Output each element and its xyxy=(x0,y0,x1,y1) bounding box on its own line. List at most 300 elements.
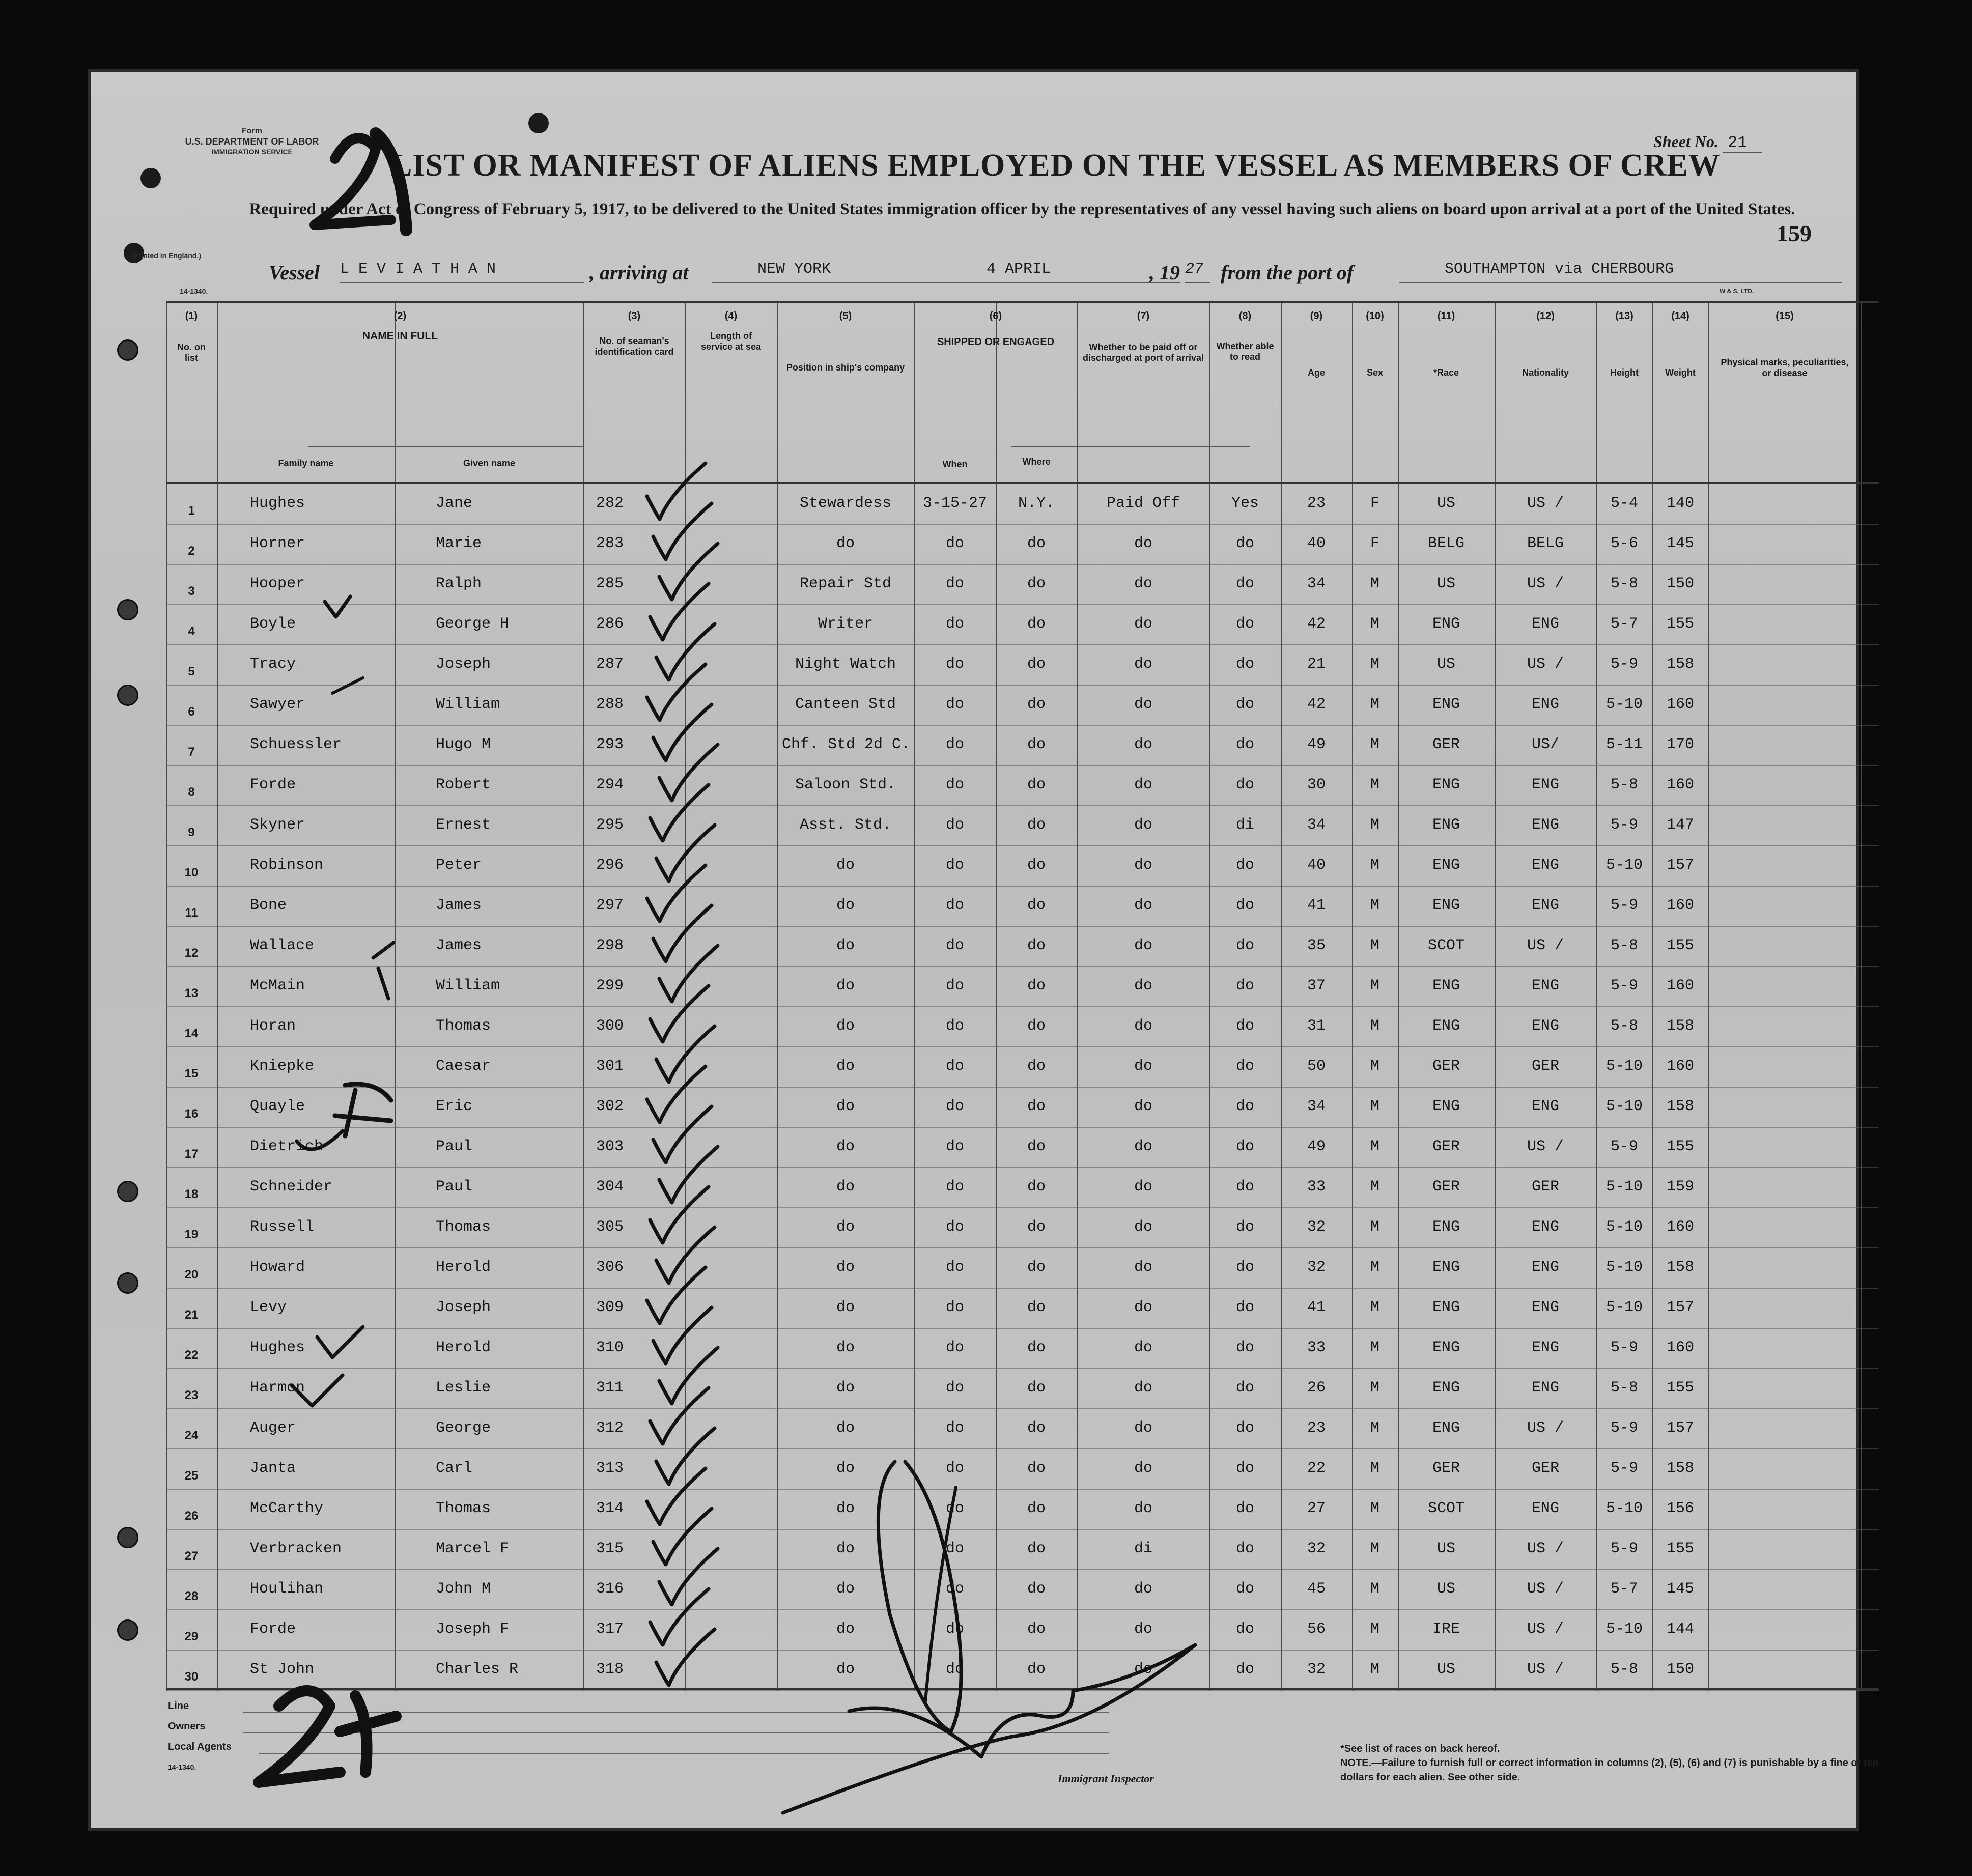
arrival-date: 4 APRIL xyxy=(941,261,1180,283)
cell-family: Verbracken xyxy=(250,1540,342,1557)
cell-when: do xyxy=(945,937,964,954)
colnum-15: (15) xyxy=(1776,310,1794,322)
cell-read: do xyxy=(1235,1661,1254,1678)
cell-card: 312 xyxy=(596,1419,624,1437)
year-prefix: , 19 xyxy=(1149,261,1180,284)
cell-height: 5-9 xyxy=(1610,897,1638,914)
cell-when: do xyxy=(945,615,964,633)
header-able-to-read: Whether able to read xyxy=(1216,341,1274,362)
cell-paid: do xyxy=(1134,656,1152,673)
cell-family: Janta xyxy=(250,1460,296,1477)
header-name-in-full: NAME IN FULL xyxy=(362,330,438,342)
cell-height: 5-10 xyxy=(1605,1098,1643,1115)
sheet-label: Sheet No. xyxy=(1653,132,1719,151)
cell-height: 5-10 xyxy=(1605,1058,1643,1075)
cell-given: Leslie xyxy=(436,1379,491,1397)
cell-weight: 160 xyxy=(1666,696,1694,713)
header-where: Where xyxy=(1022,457,1051,467)
cell-when: do xyxy=(945,1379,964,1397)
cell-family: Houlihan xyxy=(250,1580,324,1598)
cell-weight: 158 xyxy=(1666,1259,1694,1276)
cell-height: 5-10 xyxy=(1605,1259,1643,1276)
cell-family: Kniepke xyxy=(250,1058,315,1075)
cell-weight: 155 xyxy=(1666,1379,1694,1397)
cell-age: 40 xyxy=(1307,535,1326,552)
cell-family: Quayle xyxy=(250,1098,305,1115)
cell-paid: do xyxy=(1134,897,1152,914)
cell-card: 282 xyxy=(596,495,624,512)
cell-paid: do xyxy=(1134,776,1152,793)
cell-paid: do xyxy=(1134,977,1152,994)
cell-card: 301 xyxy=(596,1058,624,1075)
cell-paid: do xyxy=(1134,857,1152,874)
cell-where: do xyxy=(1027,897,1046,914)
cell-nationality: ENG xyxy=(1531,776,1559,793)
cell-age: 41 xyxy=(1307,1299,1326,1316)
cell-where: do xyxy=(1027,1138,1046,1155)
row-number: 24 xyxy=(184,1429,199,1442)
cell-sex: M xyxy=(1370,615,1379,633)
cell-weight: 147 xyxy=(1666,816,1694,834)
cell-card: 304 xyxy=(596,1178,624,1196)
cell-given: George xyxy=(436,1419,491,1437)
cell-age: 34 xyxy=(1307,575,1326,592)
colnum-2: (2) xyxy=(393,310,407,322)
cell-paid: do xyxy=(1134,1460,1152,1477)
cell-nationality: US / xyxy=(1527,1661,1564,1678)
cell-paid: do xyxy=(1134,615,1152,633)
cell-family: Hughes xyxy=(250,495,305,512)
cell-weight: 160 xyxy=(1666,977,1694,994)
cell-family: St John xyxy=(250,1661,315,1678)
cell-family: Russell xyxy=(250,1218,315,1236)
cell-weight: 160 xyxy=(1666,1339,1694,1356)
cell-position: do xyxy=(836,897,855,914)
line-label: Line xyxy=(168,1700,189,1712)
cell-given: Ralph xyxy=(436,575,482,592)
header-length-service: Length of service at sea xyxy=(700,331,762,352)
cell-given: William xyxy=(436,696,500,713)
cell-when: do xyxy=(945,857,964,874)
cell-read: do xyxy=(1235,656,1254,673)
cell-height: 5-8 xyxy=(1610,1017,1638,1035)
row-number: 25 xyxy=(184,1469,199,1483)
cell-nationality: ENG xyxy=(1531,615,1559,633)
cell-family: Horan xyxy=(250,1017,296,1035)
cell-read: do xyxy=(1235,1259,1254,1276)
cell-race: SCOT xyxy=(1427,937,1464,954)
row-number: 5 xyxy=(188,665,195,678)
cell-position: do xyxy=(836,535,855,552)
cell-race: US xyxy=(1436,1661,1455,1678)
cell-age: 34 xyxy=(1307,816,1326,834)
row-number: 18 xyxy=(184,1187,199,1201)
cell-given: John M xyxy=(436,1580,491,1598)
cell-age: 37 xyxy=(1307,977,1326,994)
cell-age: 41 xyxy=(1307,897,1326,914)
row-number: 28 xyxy=(184,1589,199,1603)
cell-height: 5-9 xyxy=(1610,1419,1638,1437)
cell-race: GER xyxy=(1432,736,1460,753)
cell-paid: do xyxy=(1134,1419,1152,1437)
cell-weight: 155 xyxy=(1666,1540,1694,1557)
cell-position: do xyxy=(836,1218,855,1236)
cell-nationality: ENG xyxy=(1531,816,1559,834)
cell-card: 295 xyxy=(596,816,624,834)
cell-when: do xyxy=(945,1259,964,1276)
cell-given: Eric xyxy=(436,1098,473,1115)
cell-when: do xyxy=(945,1299,964,1316)
cell-age: 45 xyxy=(1307,1580,1326,1598)
cell-where: do xyxy=(1027,1339,1046,1356)
cell-card: 297 xyxy=(596,897,624,914)
cell-given: Carl xyxy=(436,1460,473,1477)
cell-when: do xyxy=(945,897,964,914)
checkmark xyxy=(647,1468,706,1524)
cell-paid: do xyxy=(1134,696,1152,713)
cell-nationality: ENG xyxy=(1531,977,1559,994)
cell-weight: 156 xyxy=(1666,1500,1694,1517)
cell-weight: 144 xyxy=(1666,1621,1694,1638)
cell-nationality: ENG xyxy=(1531,1017,1559,1035)
cell-where: do xyxy=(1027,615,1046,633)
cell-sex: M xyxy=(1370,1259,1379,1276)
cell-nationality: ENG xyxy=(1531,1218,1559,1236)
cell-position: do xyxy=(836,1299,855,1316)
from-port: SOUTHAMPTON via CHERBOURG xyxy=(1399,261,1842,283)
cell-family: Schneider xyxy=(250,1178,333,1196)
row-number: 27 xyxy=(184,1549,199,1563)
cell-given: Thomas xyxy=(436,1017,491,1035)
header-physical-marks: Physical marks, peculiarities, or disease xyxy=(1721,357,1849,378)
cell-where: do xyxy=(1027,816,1046,834)
cell-paid: do xyxy=(1134,736,1152,753)
cell-card: 314 xyxy=(596,1500,624,1517)
row-number: 10 xyxy=(184,866,199,879)
cell-family: Harmon xyxy=(250,1379,305,1397)
cell-height: 5-10 xyxy=(1605,1621,1643,1638)
cell-paid: do xyxy=(1134,575,1152,592)
cell-given: William xyxy=(436,977,500,994)
cell-card: 317 xyxy=(596,1621,624,1638)
checkmark xyxy=(650,986,709,1042)
row-number: 13 xyxy=(184,986,199,1000)
cell-race: GER xyxy=(1432,1460,1460,1477)
cell-position: do xyxy=(836,1621,855,1638)
vessel-label: Vessel xyxy=(269,261,320,284)
cell-given: Herold xyxy=(436,1259,491,1276)
cell-paid: do xyxy=(1134,1621,1152,1638)
cell-card: 299 xyxy=(596,977,624,994)
cell-read: do xyxy=(1235,1419,1254,1437)
cell-when: do xyxy=(945,575,964,592)
cell-sex: M xyxy=(1370,897,1379,914)
cell-position: do xyxy=(836,1058,855,1075)
cell-position: do xyxy=(836,1138,855,1155)
cell-paid: do xyxy=(1134,1661,1152,1678)
cell-where: do xyxy=(1027,1218,1046,1236)
cell-family: Auger xyxy=(250,1419,296,1437)
cell-card: 311 xyxy=(596,1379,624,1397)
cell-position: do xyxy=(836,1339,855,1356)
cell-paid: do xyxy=(1134,1500,1152,1517)
cell-family: Skyner xyxy=(250,816,305,834)
cell-read: do xyxy=(1235,736,1254,753)
cell-weight: 150 xyxy=(1666,1661,1694,1678)
cell-position: do xyxy=(836,1098,855,1115)
from-port-label: from the port of xyxy=(1221,261,1354,284)
cell-when: do xyxy=(945,1460,964,1477)
cell-race: IRE xyxy=(1432,1621,1460,1638)
cell-weight: 160 xyxy=(1666,776,1694,793)
cell-read: do xyxy=(1235,776,1254,793)
checkmark xyxy=(647,1066,706,1122)
cell-age: 31 xyxy=(1307,1017,1326,1035)
cell-card: 298 xyxy=(596,937,624,954)
cell-weight: 158 xyxy=(1666,1098,1694,1115)
cell-age: 32 xyxy=(1307,1540,1326,1557)
cell-when: do xyxy=(945,1419,964,1437)
header-race: *Race xyxy=(1433,367,1459,378)
cell-sex: M xyxy=(1370,816,1379,834)
row-number: 1 xyxy=(188,504,195,518)
service-name: IMMIGRATION SERVICE xyxy=(211,148,293,156)
cell-height: 5-9 xyxy=(1610,656,1638,673)
cell-height: 5-8 xyxy=(1610,1379,1638,1397)
cell-age: 40 xyxy=(1307,857,1326,874)
cell-weight: 150 xyxy=(1666,575,1694,592)
race-note: *See list of races on back hereof. xyxy=(1340,1743,1500,1754)
cell-height: 5-7 xyxy=(1610,615,1638,633)
cell-height: 5-10 xyxy=(1605,857,1643,874)
row-number: 7 xyxy=(188,745,195,759)
cell-height: 5-9 xyxy=(1610,1460,1638,1477)
cell-nationality: ENG xyxy=(1531,1098,1559,1115)
cell-given: Thomas xyxy=(436,1218,491,1236)
cell-card: 305 xyxy=(596,1218,624,1236)
cell-family: Bone xyxy=(250,897,287,914)
row-number: 9 xyxy=(188,826,195,839)
cell-family: Robinson xyxy=(250,857,324,874)
cell-when: do xyxy=(945,1178,964,1196)
cell-race: BELG xyxy=(1427,535,1464,552)
cell-read: do xyxy=(1235,857,1254,874)
cell-when: do xyxy=(945,535,964,552)
cell-age: 35 xyxy=(1307,937,1326,954)
cell-where: do xyxy=(1027,937,1046,954)
cell-read: Yes xyxy=(1231,495,1259,512)
cell-given: Joseph F xyxy=(436,1621,510,1638)
cell-race: ENG xyxy=(1432,615,1460,633)
cell-where: do xyxy=(1027,696,1046,713)
cell-weight: 145 xyxy=(1666,535,1694,552)
cell-card: 302 xyxy=(596,1098,624,1115)
cell-when: do xyxy=(945,1138,964,1155)
checkmark xyxy=(647,865,706,921)
cell-position: Chf. Std 2d C. xyxy=(782,736,911,753)
cell-nationality: ENG xyxy=(1531,696,1559,713)
cell-race: ENG xyxy=(1432,857,1460,874)
cell-weight: 160 xyxy=(1666,1058,1694,1075)
cell-paid: do xyxy=(1134,1299,1152,1316)
checkmark xyxy=(647,1267,706,1323)
cell-nationality: ENG xyxy=(1531,1299,1559,1316)
cell-family: Dietrich xyxy=(250,1138,324,1155)
cell-position: Writer xyxy=(818,615,874,633)
cell-nationality: GER xyxy=(1531,1178,1559,1196)
cell-sex: M xyxy=(1370,575,1379,592)
cell-position: Canteen Std xyxy=(795,696,896,713)
cell-position: Stewardess xyxy=(799,495,892,512)
colnum-8: (8) xyxy=(1238,310,1252,322)
cell-where: do xyxy=(1027,1299,1046,1316)
cell-age: 22 xyxy=(1307,1460,1326,1477)
cell-card: 296 xyxy=(596,857,624,874)
cell-weight: 157 xyxy=(1666,1419,1694,1437)
cell-card: 294 xyxy=(596,776,624,793)
cell-read: do xyxy=(1235,1138,1254,1155)
page-subtitle: Required under Act of Congress of February 5, 1917, to be delivered to the United States immigration officer by the representatives of any vessel having such aliens on board upon arrival at a port of the United States. xyxy=(249,200,1795,218)
cell-family: Levy xyxy=(250,1299,287,1316)
cell-read: do xyxy=(1235,1218,1254,1236)
cell-height: 5-10 xyxy=(1605,1299,1643,1316)
cell-paid: do xyxy=(1134,816,1152,834)
cell-card: 300 xyxy=(596,1017,624,1035)
cell-given: Joseph xyxy=(436,1299,491,1316)
row-number: 29 xyxy=(184,1630,199,1643)
cell-race: ENG xyxy=(1432,1339,1460,1356)
cell-race: ENG xyxy=(1432,897,1460,914)
cell-sex: M xyxy=(1370,1379,1379,1397)
page-title: LIST OR MANIFEST OF ALIENS EMPLOYED ON THE VESSEL AS MEMBERS OF CREW xyxy=(391,148,1721,183)
colnum-5: (5) xyxy=(839,310,852,322)
cell-family: Sawyer xyxy=(250,696,305,713)
cell-given: James xyxy=(436,937,482,954)
cell-where: do xyxy=(1027,1017,1046,1035)
cell-card: 315 xyxy=(596,1540,624,1557)
cell-position: do xyxy=(836,977,855,994)
cell-family: Forde xyxy=(250,1621,296,1638)
cell-height: 5-8 xyxy=(1610,776,1638,793)
cell-weight: 157 xyxy=(1666,857,1694,874)
row-number: 8 xyxy=(188,785,195,799)
cell-nationality: ENG xyxy=(1531,1259,1559,1276)
cell-position: do xyxy=(836,1178,855,1196)
cell-weight: 145 xyxy=(1666,1580,1694,1598)
cell-read: do xyxy=(1235,1058,1254,1075)
cell-paid: do xyxy=(1134,1058,1152,1075)
colnum-14: (14) xyxy=(1671,310,1689,322)
cell-given: Charles R xyxy=(436,1661,519,1678)
cell-where: do xyxy=(1027,1058,1046,1075)
cell-height: 5-10 xyxy=(1605,1218,1643,1236)
cell-when: do xyxy=(945,1621,964,1638)
cell-where: do xyxy=(1027,1460,1046,1477)
cell-nationality: US / xyxy=(1527,937,1564,954)
vessel-name: L E V I A T H A N xyxy=(340,261,584,283)
cell-card: 283 xyxy=(596,535,624,552)
cell-nationality: US / xyxy=(1527,1138,1564,1155)
cell-height: 5-10 xyxy=(1605,1500,1643,1517)
cell-height: 5-9 xyxy=(1610,1339,1638,1356)
cell-age: 32 xyxy=(1307,1218,1326,1236)
handwritten-annotations xyxy=(91,72,1856,1828)
cell-given: Marcel F xyxy=(436,1540,510,1557)
arriving-label: , arriving at xyxy=(589,261,689,284)
cell-height: 5-9 xyxy=(1610,1540,1638,1557)
cell-given: Herold xyxy=(436,1339,491,1356)
cell-height: 5-6 xyxy=(1610,535,1638,552)
cell-position: Asst. Std. xyxy=(799,816,892,834)
cell-given: Paul xyxy=(436,1138,473,1155)
cell-race: ENG xyxy=(1432,1259,1460,1276)
cell-where: do xyxy=(1027,857,1046,874)
cell-nationality: US / xyxy=(1527,1621,1564,1638)
cell-sex: M xyxy=(1370,1661,1379,1678)
cell-height: 5-11 xyxy=(1605,736,1643,753)
cell-nationality: US / xyxy=(1527,1540,1564,1557)
form-code-right: W & S. LTD. xyxy=(1720,288,1754,295)
cell-sex: M xyxy=(1370,977,1379,994)
cell-position: do xyxy=(836,1540,855,1557)
cell-family: McCarthy xyxy=(250,1500,324,1517)
cell-where: do xyxy=(1027,977,1046,994)
cell-age: 42 xyxy=(1307,615,1326,633)
inspector-label: Immigrant Inspector xyxy=(1058,1772,1154,1785)
cell-card: 287 xyxy=(596,656,624,673)
colnum-1: (1) xyxy=(185,310,198,322)
cell-sex: M xyxy=(1370,937,1379,954)
cell-sex: M xyxy=(1370,1621,1379,1638)
cell-race: ENG xyxy=(1432,816,1460,834)
cell-race: ENG xyxy=(1432,1098,1460,1115)
cell-sex: M xyxy=(1370,1460,1379,1477)
header-position: Position in ship's company xyxy=(786,362,905,373)
checkmark xyxy=(650,584,709,640)
checkmark xyxy=(650,1589,709,1645)
cell-where: N.Y. xyxy=(1018,495,1055,512)
cell-where: do xyxy=(1027,1178,1046,1196)
row-number: 3 xyxy=(188,584,195,598)
cell-read: di xyxy=(1235,816,1254,834)
cell-card: 306 xyxy=(596,1259,624,1276)
cell-sex: M xyxy=(1370,1178,1379,1196)
cell-age: 33 xyxy=(1307,1178,1326,1196)
cell-sex: M xyxy=(1370,1058,1379,1075)
colnum-11: (11) xyxy=(1437,310,1455,322)
row-number: 23 xyxy=(184,1388,199,1402)
cell-read: do xyxy=(1235,1098,1254,1115)
cell-read: do xyxy=(1235,1540,1254,1557)
cell-sex: F xyxy=(1370,535,1379,552)
cell-weight: 140 xyxy=(1666,495,1694,512)
cell-given: Caesar xyxy=(436,1058,491,1075)
cell-paid: do xyxy=(1134,1580,1152,1598)
year-suffix: 27 xyxy=(1185,261,1210,283)
cell-when: do xyxy=(945,1017,964,1035)
cell-height: 5-4 xyxy=(1610,495,1638,512)
colnum-13: (13) xyxy=(1615,310,1633,322)
cell-given: Paul xyxy=(436,1178,473,1196)
cell-nationality: ENG xyxy=(1531,857,1559,874)
cell-given: Marie xyxy=(436,535,482,552)
cell-nationality: US / xyxy=(1527,495,1564,512)
colnum-6: (6) xyxy=(989,310,1002,322)
cell-given: Hugo M xyxy=(436,736,491,753)
header-given-name: Given name xyxy=(463,458,516,468)
cell-nationality: US / xyxy=(1527,656,1564,673)
cell-where: do xyxy=(1027,656,1046,673)
